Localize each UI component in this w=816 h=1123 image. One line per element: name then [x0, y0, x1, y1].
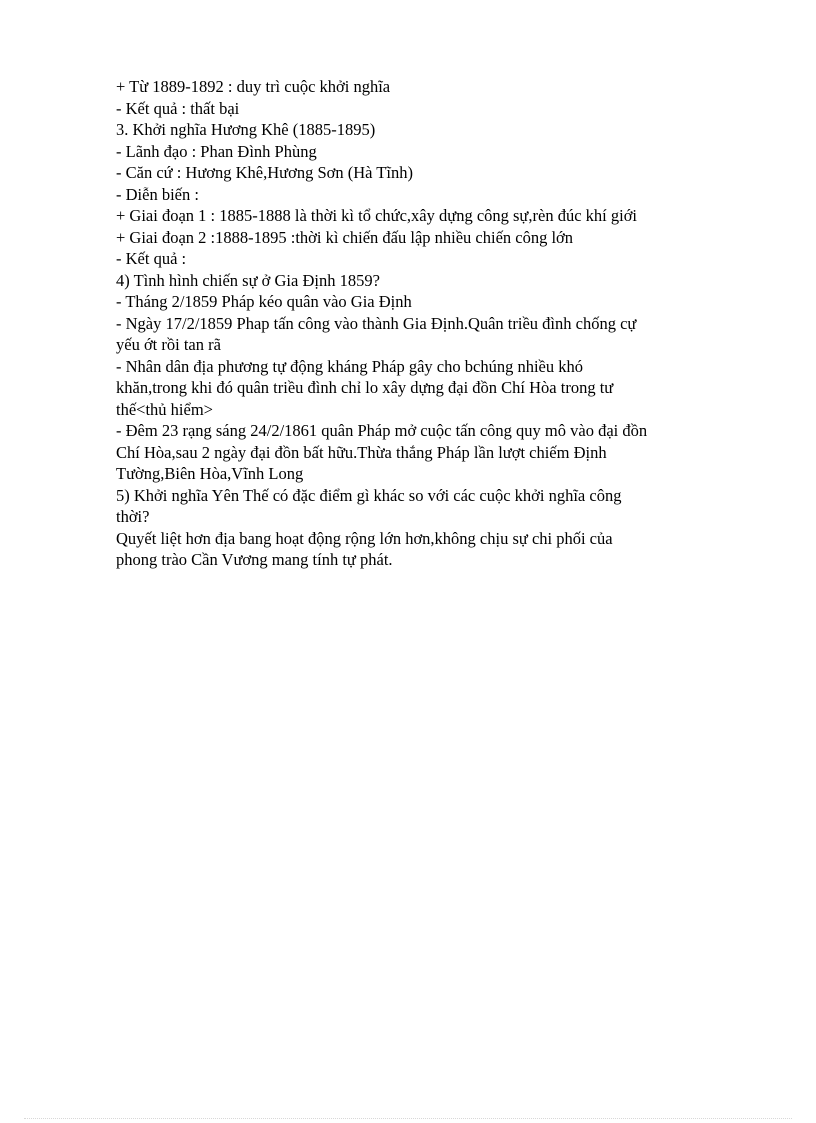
text-line: Tường,Biên Hòa,Vĩnh Long: [116, 464, 304, 483]
text-line: - Tháng 2/1859 Pháp kéo quân vào Gia Định: [116, 292, 412, 311]
answer-text: Quyết liệt hơn địa bang hoạt động rộng lớn hơn,không chịu sự chi phối của: [116, 528, 613, 548]
document-body: [116, 76, 756, 571]
text-line: + Từ 1889-1892 : duy trì cuộc khởi nghĩa: [116, 77, 391, 96]
text-line: - Căn cứ : Hương Khê,Hương Sơn (Hà Tĩnh): [116, 163, 413, 182]
text-line: + Giai đoạn 2 :1888-1895 :thời kì chiến đấu lập nhiều chiến công lớn: [116, 227, 574, 247]
text-line: yếu ớt rồi tan rã: [116, 335, 221, 354]
text-line: khăn,trong khi đó quân triều đình chỉ lo xây dựng đại đồn Chí Hòa trong tư: [116, 378, 614, 397]
question-heading: thời?: [116, 507, 150, 526]
text-line: Chí Hòa,sau 2 ngày đại đồn bất hữu.Thừa thắng Pháp lần lượt chiếm Định: [116, 442, 607, 462]
text-line: thế<thủ hiểm>: [116, 399, 213, 419]
text-line: - Nhân dân địa phương tự động kháng Pháp gây cho bchúng nhiều khó: [116, 356, 583, 376]
text-line: - Kết quả :: [116, 249, 187, 268]
text-line: + Giai đoạn 1 : 1885-1888 là thời kì tổ chức,xây dựng công sự,rèn đúc khí giới: [116, 206, 637, 225]
text-line: - Ngày 17/2/1859 Phap tấn công vào thành Gia Định.Quân triều đình chống cự: [116, 313, 637, 333]
text-line: - Đêm 23 rạng sáng 24/2/1861 quân Pháp mở cuộc tấn công quy mô vào đại đồn: [116, 421, 648, 440]
page-bottom-divider: [24, 1118, 792, 1119]
question-heading: 4) Tình hình chiến sự ở Gia Định 1859?: [116, 270, 380, 290]
section-heading: 3. Khởi nghĩa Hương Khê (1885-1895): [116, 120, 376, 139]
text-line: - Kết quả : thất bại: [116, 98, 240, 118]
text-line: - Diễn biến :: [116, 184, 199, 204]
answer-text: phong trào Cần Vương mang tính tự phát.: [116, 550, 393, 569]
question-heading: 5) Khởi nghĩa Yên Thế có đặc điểm gì khác so với các cuộc khởi nghĩa công: [116, 485, 622, 505]
text-line: - Lãnh đạo : Phan Đình Phùng: [116, 141, 317, 161]
